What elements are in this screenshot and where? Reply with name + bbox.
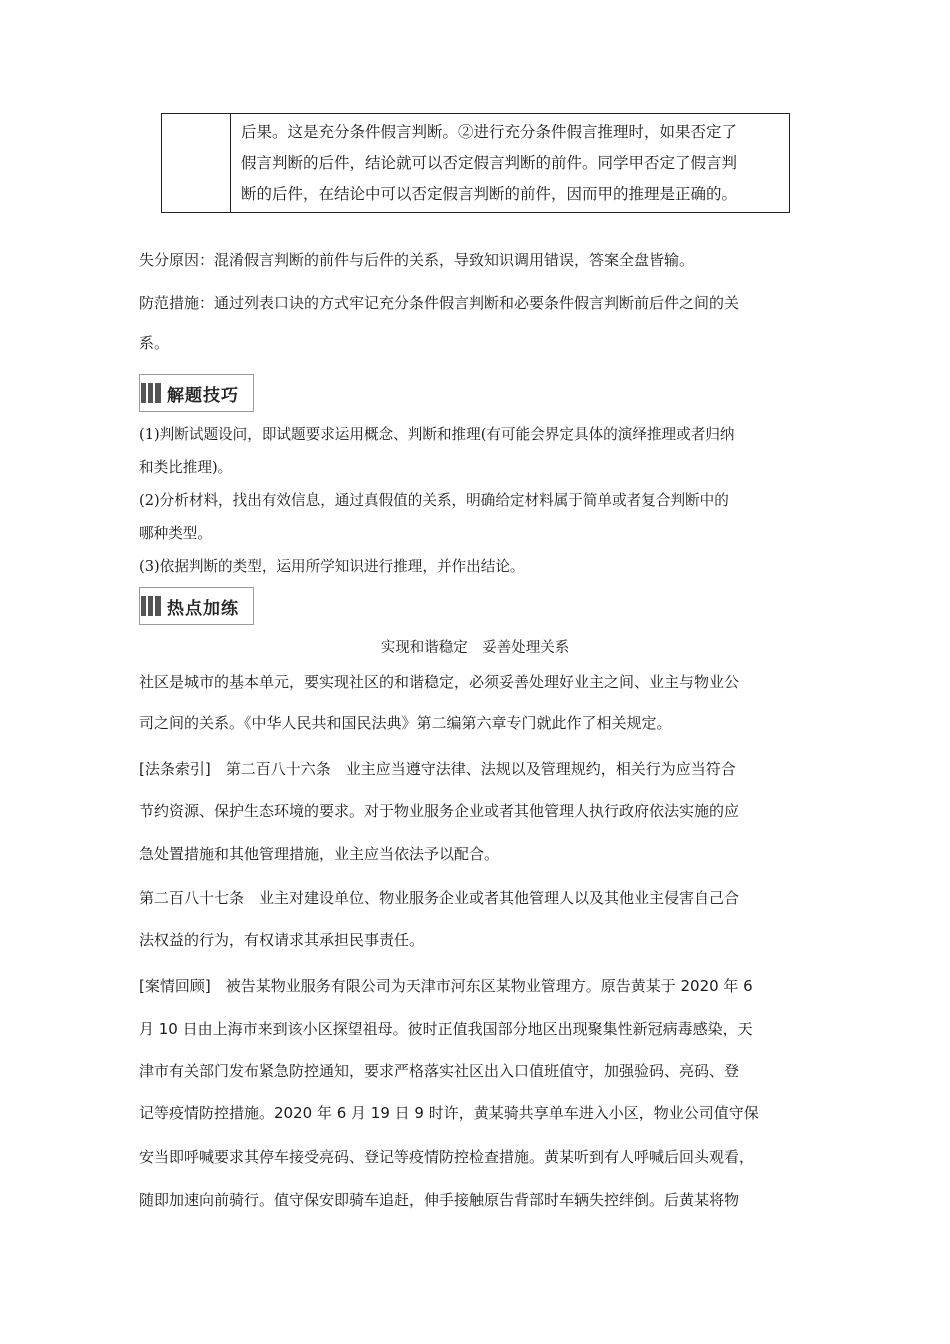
table-left-cell [162,114,231,212]
body-line: [案情回顾] 被告某物业服务有限公司为天津市河东区某物业管理方。原告黄某于 2020 年 6 [139,977,753,995]
body-line: 司之间的关系。《中华人民共和国民法典》第二编第六章专门就此作了相关规定。 [139,714,672,732]
body-line: 随即加速向前骑行。值守保安即骑车追赶，伸手接触原告背部时车辆失控绊倒。后黄某将物 [139,1191,740,1209]
body-line: 记等疫情防控措施。2020 年 6 月 19 日 9 时许，黄某骑共享单车进入小区，物业公司值守保 [139,1104,759,1122]
body-line: 第二百八十七条 业主对建设单位、物业服务企业或者其他管理人以及其他业主侵害自己合 [139,889,740,907]
tips-line: (3)依据判断的类型，运用所学知识进行推理，并作出结论。 [139,558,525,575]
body-line: 节约资源、保护生态环境的要求。对于物业服务企业或者其他管理人执行政府依法实施的应 [139,802,740,820]
table-line: 后果。这是充分条件假言判断。②进行充分条件假言推理时，如果否定了 [241,123,738,141]
answer-table-fragment [161,113,790,213]
table-line: 假言判断的后件，结论就可以否定假言判断的前件。同学甲否定了假言判 [241,154,738,172]
tips-line: (1)判断试题设问，即试题要求运用概念、判断和推理(有可能会界定具体的演绎推理或者归纳 [139,426,735,443]
section-bar-icon [141,596,161,616]
section-bar-icon [141,383,161,403]
section-label-practice [139,587,254,625]
tips-line: 和类比推理)。 [139,459,233,476]
body-line: 法权益的行为，有权请求其承担民事责任。 [139,931,425,949]
body-line: 急处置措施和其他管理措施，业主应当依法予以配合。 [139,845,500,863]
section-label-tips [139,374,254,412]
body-line: 社区是城市的基本单元，要实现社区的和谐稳定，必须妥善处理好业主之间、业主与物业公 [139,673,740,691]
article-title: 实现和谐稳定 妥善处理关系 [380,640,570,656]
section-label-text: 解题技巧 [167,385,239,406]
table-line: 断的后件，在结论中可以否定假言判断的前件，因而甲的推理是正确的。 [241,185,738,203]
tips-line: (2)分析材料，找出有效信息，通过真假值的关系，明确给定材料属于简单或者复合判断中的 [139,492,729,509]
prevention-line: 防范措施：通过列表口诀的方式牢记充分条件假言判断和必要条件假言判断前后件之间的关 [139,294,740,312]
body-line: 安当即呼喊要求其停车接受亮码、登记等疫情防控检查措施。黄某听到有人呼喊后回头观看， [139,1148,755,1166]
body-line: 月 10 日由上海市来到该小区探望祖母。彼时正值我国部分地区出现聚集性新冠病毒感染，天 [139,1020,753,1038]
body-line: [法条索引] 第二百八十六条 业主应当遵守法律、法规以及管理规约，相关行为应当符合 [139,760,736,778]
body-line: 津市有关部门发布紧急防控通知，要求严格落实社区出入口值班值守，加强验码、亮码、登 [139,1062,740,1080]
tips-line: 哪种类型。 [139,525,212,542]
prevention-line: 系。 [139,334,170,352]
reason-text: 失分原因：混淆假言判断的前件与后件的关系，导致知识调用错误，答案全盘皆输。 [139,251,695,269]
table-right-cell [231,114,789,212]
section-label-text: 热点加练 [167,598,239,619]
